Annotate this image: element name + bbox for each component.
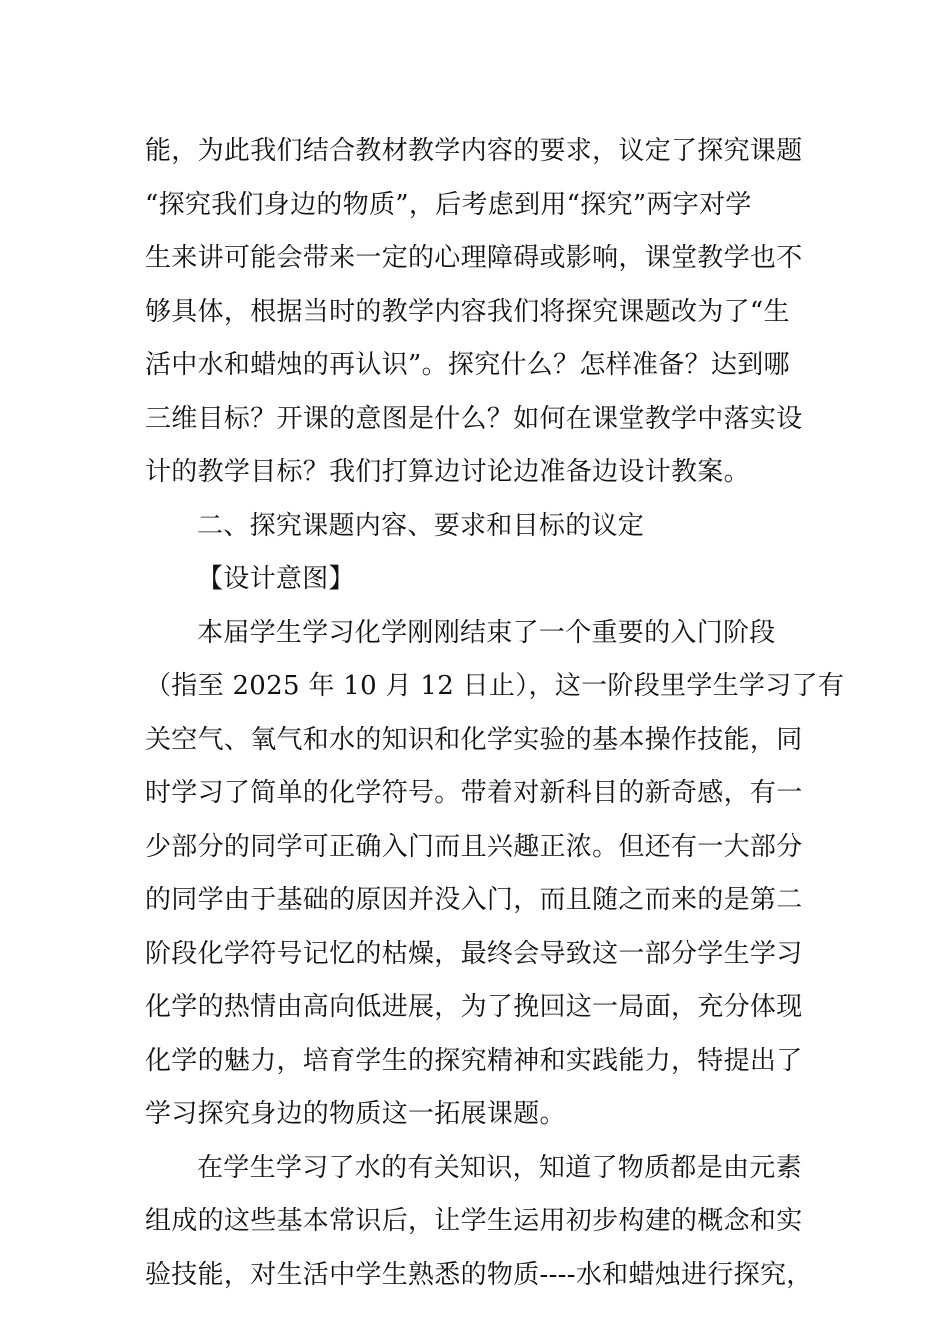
text-line: 学习探究身边的物质这一拓展课题。 bbox=[145, 1099, 566, 1129]
subsection-heading: 【设计意图】 bbox=[197, 564, 355, 594]
section-heading: 二、探究课题内容、要求和目标的议定 bbox=[197, 510, 645, 541]
text-line: （指至 2025 年 10 月 12 日止），这一阶段里学生学习了有 bbox=[145, 671, 845, 701]
text-line: 化学的魅力，培育学生的探究精神和实践能力，特提出了 bbox=[145, 1045, 803, 1076]
text-line: 计的教学目标？我们打算边讨论边准备边设计教案。 bbox=[145, 457, 750, 487]
text-line: 时学习了简单的化学符号。带着对新科目的新奇感，有一 bbox=[145, 778, 803, 808]
text-line: 在学生学习了水的有关知识，知道了物质都是由元素 bbox=[197, 1152, 802, 1183]
text-line: 验技能，对生活中学生熟悉的物质----水和蜡烛进行探究， bbox=[145, 1259, 813, 1290]
text-line: 的同学由于基础的原因并没入门，而且随之而来的是第二 bbox=[145, 885, 803, 915]
text-line: 组成的这些基本常识后，让学生运用初步构建的概念和实 bbox=[145, 1206, 803, 1236]
text-line: 本届学生学习化学刚刚结束了一个重要的入门阶段 bbox=[197, 617, 776, 648]
text-line: 能，为此我们结合教材教学内容的要求，议定了探究课题 bbox=[145, 136, 803, 166]
text-line: 三维目标？开课的意图是什么？如何在课堂教学中落实设 bbox=[145, 403, 803, 434]
text-line: “探究我们身边的物质”，后考虑到用“探究”两字对学 bbox=[145, 189, 752, 220]
text-line: 少部分的同学可正确入门而且兴趣正浓。但还有一大部分 bbox=[145, 831, 803, 862]
text-line: 关空气、氧气和水的知识和化学实验的基本操作技能，同 bbox=[145, 724, 803, 755]
text-line: 活中水和蜡烛的再认识”。探究什么？怎样准备？达到哪 bbox=[145, 350, 790, 380]
text-line: 化学的热情由高向低进展，为了挽回这一局面，充分体现 bbox=[145, 992, 803, 1022]
text-line: 阶段化学符号记忆的枯燥，最终会导致这一部分学生学习 bbox=[145, 938, 803, 969]
document-body bbox=[145, 125, 845, 1302]
text-line: 够具体，根据当时的教学内容我们将探究课题改为了“生 bbox=[145, 296, 790, 327]
text-line: 生来讲可能会带来一定的心理障碍或影响，课堂教学也不 bbox=[145, 243, 803, 273]
